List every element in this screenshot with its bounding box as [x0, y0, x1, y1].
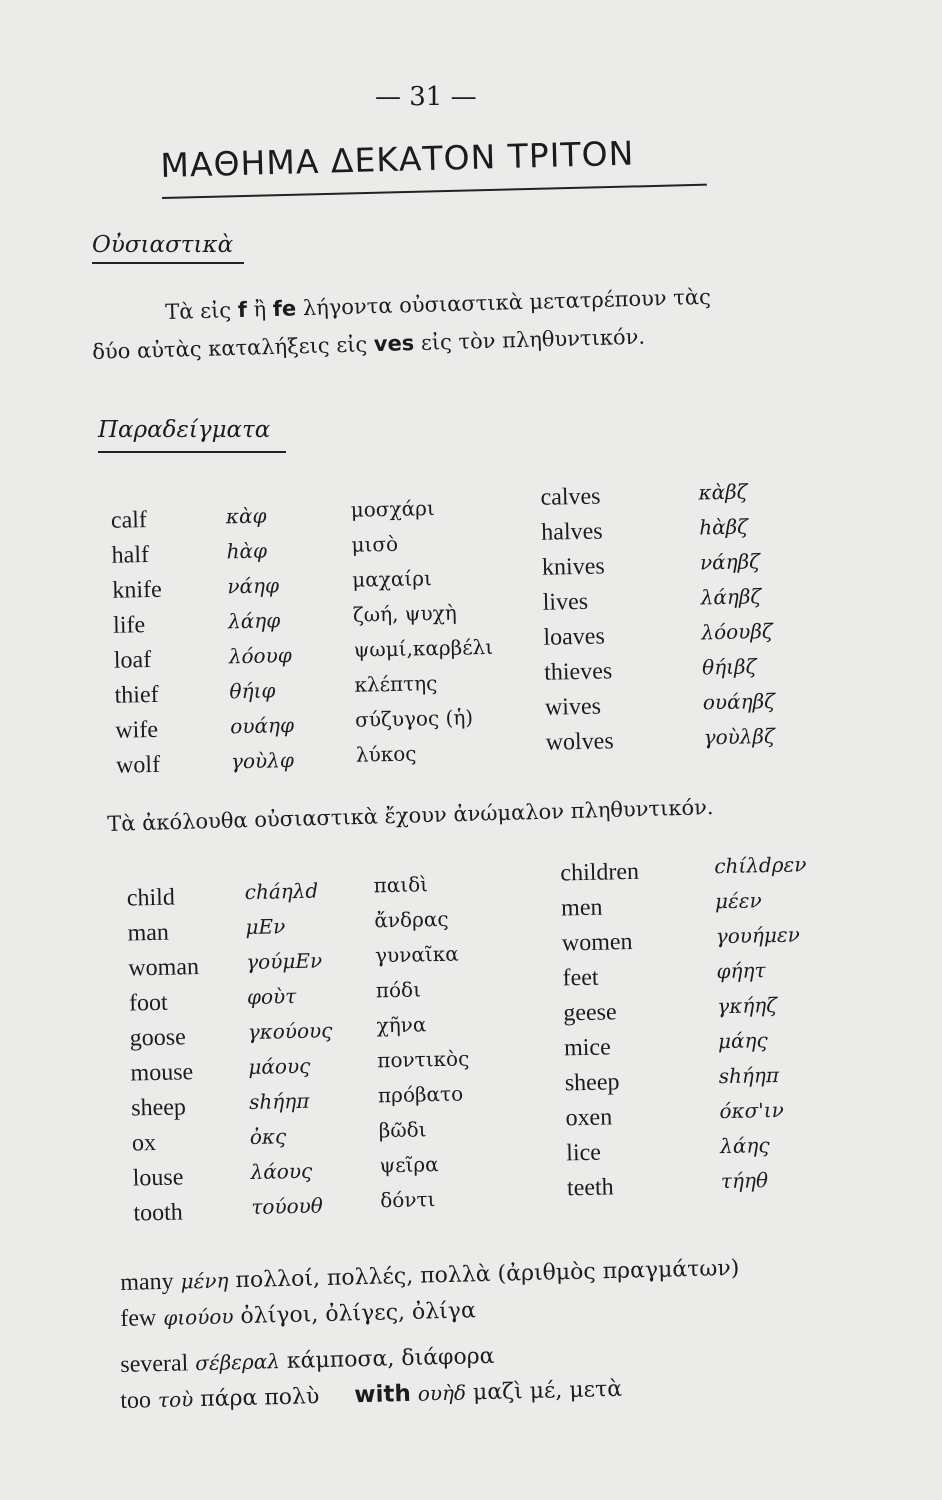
list-item: geese — [563, 999, 617, 1027]
list-item: hὰβζ — [698, 514, 749, 540]
list-item: πόδι — [375, 977, 422, 1003]
list-item: tooth — [133, 1199, 184, 1227]
list-item: δόντι — [379, 1187, 436, 1213]
list-item: sheep — [564, 1069, 620, 1097]
list-item: hὰφ — [226, 538, 268, 564]
list-item: loaf — [113, 646, 152, 674]
vocab-word: too — [120, 1387, 152, 1414]
list-item: λάηβζ — [700, 584, 762, 610]
list-item: woman — [128, 954, 200, 982]
rule-text: δύο αὐτὰς καταλήξεις εἰς — [92, 332, 368, 364]
list-item: teeth — [566, 1174, 614, 1202]
list-item: loaves — [543, 623, 606, 651]
list-item: κλέπτης — [354, 670, 438, 697]
plural-column — [560, 855, 646, 1207]
singular-column — [126, 880, 204, 1231]
list-item: knife — [112, 576, 162, 604]
plural-column — [540, 479, 614, 760]
list-item: ζωή, ψυχὴ — [352, 600, 457, 627]
rule-text: Τὰ εἰς — [165, 298, 232, 324]
vocab-line — [120, 1343, 495, 1379]
pronunciation-column — [244, 873, 336, 1225]
list-item: μισὸ — [351, 531, 399, 557]
list-item: shήηπ — [248, 1088, 310, 1115]
list-item: women — [561, 928, 633, 957]
list-item: mice — [563, 1034, 611, 1062]
section-heading-underline — [92, 262, 244, 264]
list-item: child — [126, 884, 176, 912]
list-item: μάους — [248, 1053, 311, 1080]
vocab-line — [120, 1376, 622, 1415]
vocab-meaning: μαζὶ μέ, μετὰ — [472, 1376, 623, 1406]
vocab-meaning: ὀλίγοι, ὀλίγες, ὀλίγα — [240, 1298, 477, 1330]
list-item: λόουβζ — [701, 618, 773, 645]
rule-text: ἢ — [253, 297, 267, 322]
rule-line-1 — [165, 285, 711, 324]
rule-text: εἰς τὸν πληθυντικόν. — [420, 324, 646, 355]
greek-meaning-column — [350, 490, 495, 773]
list-item: calf — [110, 507, 148, 534]
list-item: ουάηφ — [230, 713, 295, 739]
list-item: ox — [131, 1129, 157, 1157]
rule-line-2 — [92, 325, 645, 364]
list-item: ποντικὸς — [377, 1046, 470, 1073]
list-item: knives — [541, 553, 605, 581]
list-item: thieves — [543, 658, 613, 686]
list-item: lice — [566, 1139, 602, 1167]
list-item: thief — [114, 681, 159, 709]
vocab-pronunciation: ουὴδ — [417, 1380, 467, 1406]
vocab-meaning: κάμποσα, διάφορα — [286, 1343, 495, 1374]
list-item: τήηθ — [720, 1168, 769, 1194]
list-item: γουήμεν — [715, 922, 801, 949]
list-item: goose — [129, 1024, 187, 1052]
list-item: γοὺλβζ — [703, 723, 776, 750]
list-item: φήητ — [716, 958, 766, 984]
list-item: wives — [544, 693, 602, 721]
list-item: φοὺτ — [246, 984, 297, 1010]
plural-pronunciation-column — [698, 474, 776, 755]
list-item: cháηλd — [244, 878, 319, 905]
list-item: wolf — [115, 751, 161, 779]
list-item: calves — [540, 483, 601, 511]
list-item: λύκος — [355, 741, 417, 767]
vocab-line — [120, 1297, 476, 1333]
singular-column — [111, 503, 166, 784]
list-item: λάης — [719, 1133, 770, 1159]
list-item: νάηφ — [227, 573, 280, 599]
list-item: τούουθ — [251, 1193, 324, 1219]
list-item: louse — [132, 1164, 184, 1192]
page-number: — 31 — — [375, 82, 477, 112]
list-item: wolves — [545, 728, 614, 756]
list-item: λάους — [250, 1158, 313, 1185]
vocab-line — [120, 1255, 740, 1297]
list-item: ψεῖρα — [379, 1152, 439, 1178]
list-item: λόουφ — [228, 643, 292, 669]
list-item: wife — [115, 716, 159, 744]
list-item: μοσχάρι — [350, 496, 435, 522]
list-item: children — [560, 858, 640, 887]
list-item: θήιβζ — [701, 654, 757, 680]
vocab-pronunciation: τοὺ — [157, 1387, 194, 1413]
list-item: σύζυγος (ἡ) — [354, 705, 474, 732]
list-item: foot — [128, 989, 168, 1017]
greek-meaning-column — [373, 866, 472, 1218]
list-item: βῶδι — [378, 1117, 427, 1143]
list-item: sheep — [130, 1094, 187, 1122]
section-heading: Οὐσιαστικὰ — [92, 232, 234, 258]
list-item: μέεν — [714, 888, 762, 914]
lesson-title: ΜΑΘΗΜΑ ΔΕΚΑΤΟΝ ΤΡΙΤΟΝ — [160, 133, 635, 185]
list-item: μαχαίρι — [351, 566, 433, 592]
list-item: νάηβζ — [699, 549, 761, 575]
list-item: feet — [562, 964, 599, 992]
list-item: κὰφ — [225, 503, 267, 529]
list-item: shήηπ — [718, 1062, 780, 1089]
list-item: χῆνα — [376, 1012, 427, 1038]
list-item: παιδὶ — [373, 872, 429, 898]
pronunciation-column — [226, 498, 296, 779]
list-item: μΕν — [245, 914, 286, 940]
list-item: πρόβατο — [377, 1081, 464, 1108]
list-item: half — [111, 542, 150, 569]
list-item: γκούους — [247, 1018, 333, 1045]
list-item: όκσ'ιν — [719, 1097, 784, 1124]
list-item: halves — [541, 518, 603, 546]
vocab-word: many — [120, 1268, 174, 1296]
list-item: λάηφ — [227, 608, 281, 634]
vocab-word-bold: with — [353, 1380, 412, 1409]
examples-heading-underline — [98, 451, 286, 453]
list-item: man — [127, 919, 170, 947]
vocab-meaning: πολλοί, πολλές, πολλὰ (ἀριθμὸς πραγμάτων) — [235, 1255, 740, 1294]
list-item: θήιφ — [229, 678, 276, 704]
list-item: oxen — [565, 1104, 613, 1132]
list-item: chίλdρεν — [714, 852, 807, 879]
vocab-pronunciation: σέβεραλ — [194, 1349, 281, 1376]
vocab-word: few — [120, 1305, 157, 1332]
list-item: γούμΕν — [245, 948, 323, 975]
suffix-ves: ves — [373, 331, 415, 357]
suffix-fe: fe — [272, 296, 297, 321]
plural-pronunciation-column — [714, 847, 813, 1199]
list-item: γκήηζ — [716, 992, 778, 1019]
list-item: κὰβζ — [698, 479, 748, 505]
list-item: life — [112, 612, 146, 639]
list-item: γοὺλφ — [230, 748, 295, 774]
list-item: lives — [542, 588, 589, 616]
list-item: ουάηβζ — [702, 688, 776, 715]
list-item: μάης — [717, 1028, 768, 1054]
list-item: γυναῖκα — [374, 941, 459, 968]
vocab-word: several — [120, 1350, 189, 1378]
title-underline — [162, 184, 707, 199]
vocab-meaning: πάρα πολὺ — [199, 1384, 320, 1413]
list-item: ὀκς — [249, 1124, 287, 1150]
list-item: mouse — [130, 1059, 194, 1087]
vocab-pronunciation: φιούου — [162, 1304, 234, 1330]
list-item: men — [560, 894, 603, 922]
rule-text: λήγοντα οὐσιαστικὰ μετατρέπουν τὰς — [302, 284, 712, 321]
examples-heading: Παραδείγματα — [98, 417, 271, 443]
vocab-pronunciation: μένη — [180, 1268, 229, 1294]
list-item: ἄνδρας — [374, 906, 449, 933]
suffix-f: f — [237, 297, 248, 322]
list-item: ψωμί,καρβέλι — [353, 634, 494, 662]
irregular-intro: Τὰ ἀκόλουθα οὐσιαστικὰ ἔχουν ἀνώμαλον πληθυντικόν. — [107, 795, 714, 836]
